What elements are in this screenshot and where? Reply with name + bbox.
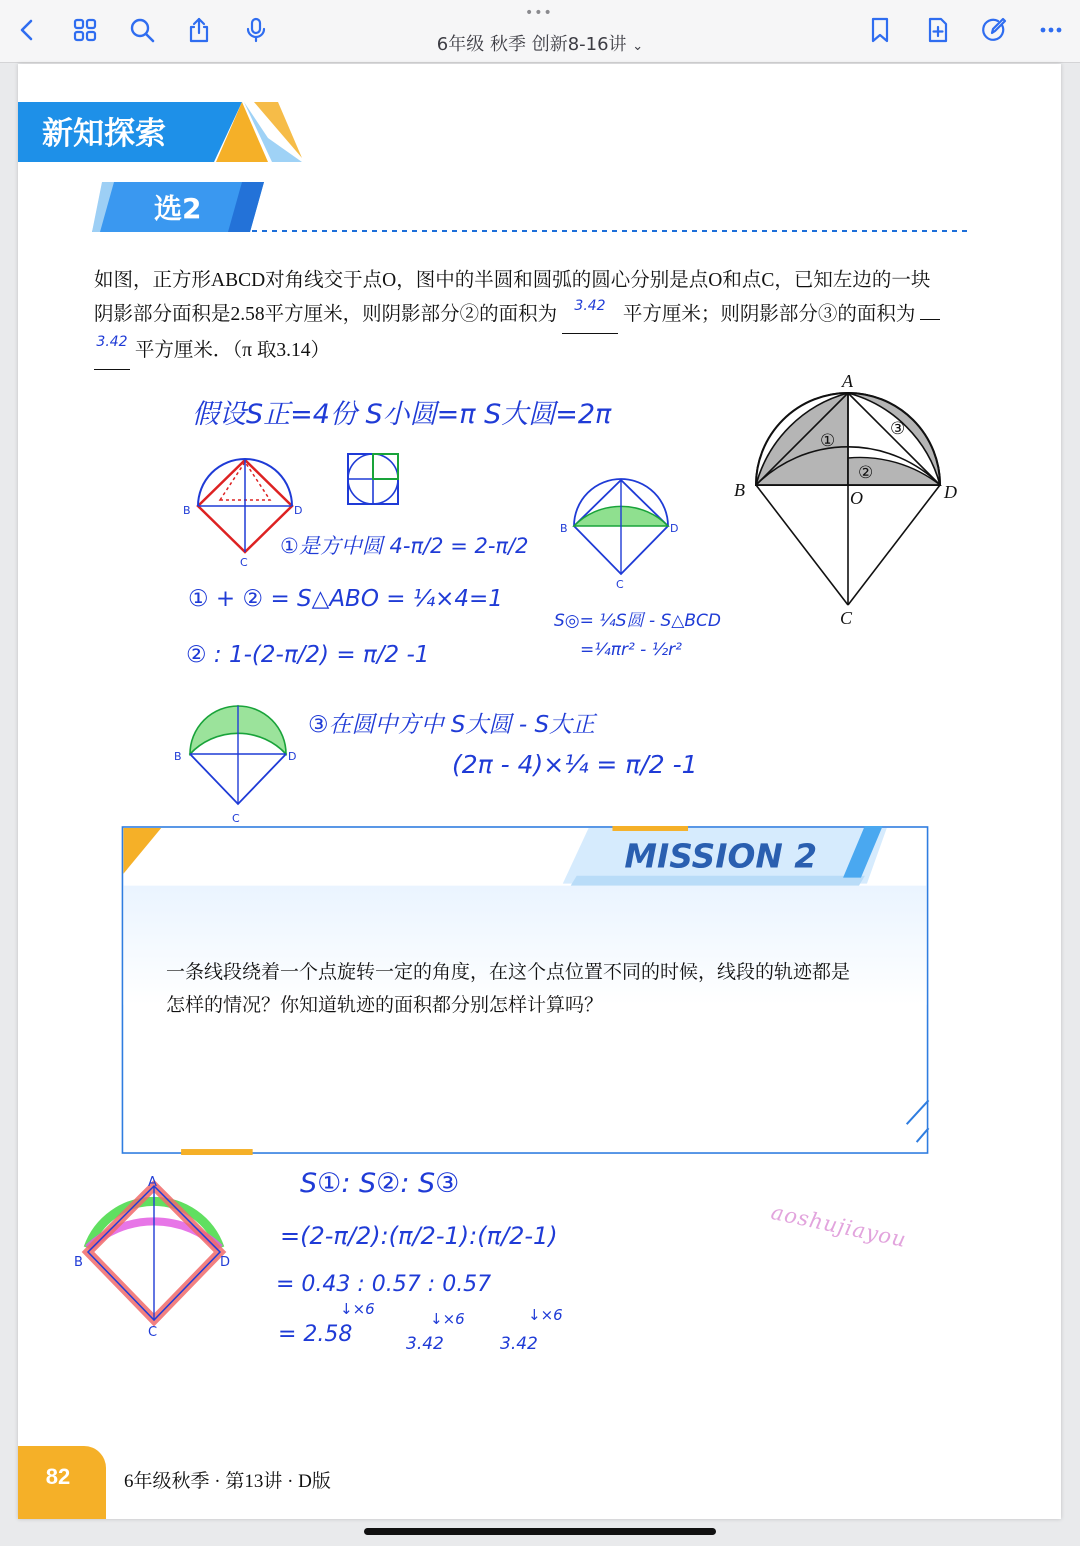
section-header-banner	[18, 98, 318, 166]
note-result-2: 3.42	[406, 1334, 444, 1354]
more-icon[interactable]	[1033, 12, 1069, 48]
figure-label-b: B	[734, 480, 745, 500]
footer-text: 6年级秋季 · 第13讲 · D版	[124, 1471, 331, 1492]
page-number: 82	[45, 1464, 71, 1489]
answer-blank-1: 3.42	[562, 298, 618, 334]
figure-region-3: ③	[890, 419, 906, 439]
figure-label-o: O	[850, 488, 863, 508]
note-equation-3: (2π - 4)×¼ = π/2 -1	[452, 750, 698, 779]
sketch-square-3	[168, 700, 308, 828]
question-tag-label: 选2	[154, 192, 202, 225]
note-region-3: ③在圆中方中 S大圆 - S大正	[308, 712, 596, 738]
add-page-icon[interactable]	[920, 12, 956, 48]
document-title[interactable]: 6年级 秋季 创新8-16讲 ⌄	[436, 34, 644, 55]
svg-text:C: C	[240, 556, 248, 569]
home-indicator[interactable]	[364, 1528, 716, 1535]
problem-statement	[94, 264, 984, 370]
problem-line-2: 阴影部分面积是2.58平方厘米，则阴影部分②的面积为 $^{3.42}$ 平方厘米；则阴影部分③的面积为	[94, 298, 984, 334]
answer-blank-2: 3.42	[94, 334, 130, 370]
problem-line-1: 如图，正方形ABCD对角线交于点O，图中的半圆和圆弧的圆心分别是点O和点C，已知左边的一块	[94, 270, 931, 291]
note-ratio-header: S①: S②: S③	[300, 1168, 460, 1199]
svg-text:B: B	[183, 504, 191, 517]
mission-text-line-2: 怎样的情况？你知道轨迹的面积都分别怎样计算吗？	[166, 995, 604, 1016]
note-times-6-b: ↓×6	[430, 1310, 465, 1328]
note-segment-b: =¼πr² - ½r²	[580, 640, 682, 660]
note-result-1: = 2.58	[278, 1322, 353, 1347]
section-header-title: 新知探索	[42, 116, 166, 152]
note-equation-1: ① + ② = S△ABO = ¼×4=1	[188, 586, 503, 612]
answer-blank-2a	[920, 319, 940, 320]
svg-text:D: D	[294, 504, 303, 517]
problem-line-3: $^{3.42}$ 平方厘米．（π 取3.14）	[94, 334, 984, 370]
svg-text:D: D	[288, 750, 297, 763]
figure-label-a: A	[842, 371, 853, 391]
svg-text:B: B	[560, 522, 568, 535]
note-result-3: 3.42	[500, 1334, 538, 1354]
figure-region-1: ①	[820, 431, 836, 451]
svg-text:A: A	[148, 1175, 157, 1190]
figure-region-2: ②	[858, 463, 874, 483]
note-ratio-expression: =(2-π/2):(π/2-1):(π/2-1)	[280, 1222, 558, 1250]
bookmark-icon[interactable]	[862, 12, 898, 48]
sketch-square-2	[558, 472, 688, 590]
note-segment-a: S◎= ¼S圆 - S△BCD	[554, 611, 721, 631]
mission-text	[166, 956, 926, 1022]
note-region-1: ①是方中圆 4-π/2 = 2-π/2	[280, 534, 529, 558]
svg-text:B: B	[174, 750, 182, 763]
svg-text:D: D	[220, 1255, 231, 1270]
sketch-quarter-square	[346, 452, 402, 508]
note-equation-2: ② : 1-(2-π/2) = π/2 -1	[186, 642, 430, 668]
watermark: aoshujiayou	[769, 1199, 909, 1253]
svg-text:D: D	[670, 522, 679, 535]
note-ratio-values: = 0.43 : 0.57 : 0.57	[276, 1272, 492, 1297]
svg-text:C: C	[148, 1325, 158, 1340]
chevron-down-icon: ⌄	[632, 39, 644, 54]
window-grabber[interactable]: •••	[525, 5, 553, 21]
figure-label-d: D	[944, 482, 957, 502]
top-toolbar	[0, 0, 1080, 63]
note-assumption: 假设S正=4份 S小圆=π S大圆=2π	[192, 399, 612, 430]
note-times-6-a: ↓×6	[340, 1300, 375, 1318]
svg-text:B: B	[74, 1255, 83, 1270]
figure-label-c: C	[840, 608, 853, 628]
document-page	[18, 64, 1061, 1519]
svg-text:C: C	[232, 812, 240, 825]
mission-title: MISSION 2	[624, 837, 818, 876]
svg-text:C: C	[616, 578, 624, 590]
mission-text-line-1: 一条线段绕着一个点旋转一定的角度，在这个点位置不同的时候，线段的轨迹都是	[166, 962, 851, 983]
annotate-icon[interactable]	[976, 12, 1012, 48]
question-tag	[92, 180, 972, 240]
note-times-6-c: ↓×6	[528, 1306, 563, 1324]
problem-figure	[730, 370, 980, 630]
sketch-square-4	[74, 1174, 234, 1344]
